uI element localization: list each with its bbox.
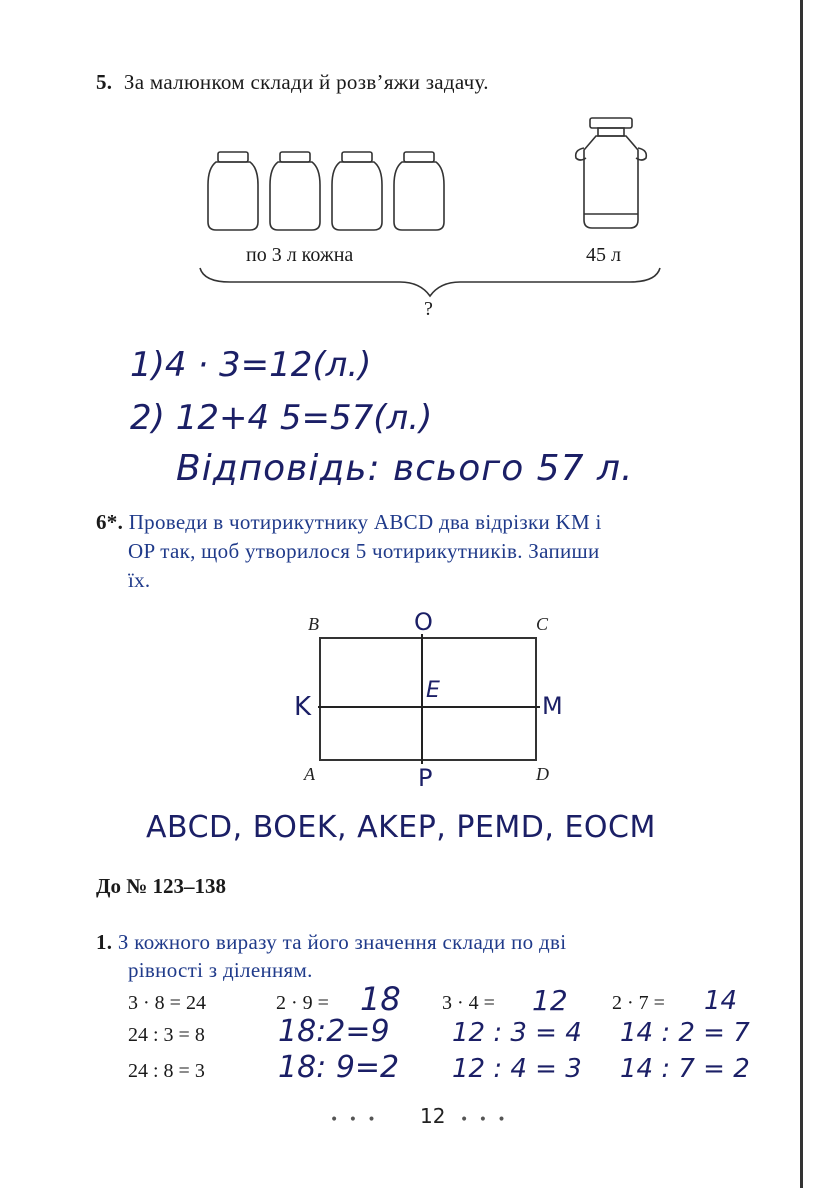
hand-r3c2: 18: 9=2 bbox=[278, 1050, 400, 1085]
vertex-d: D bbox=[536, 764, 549, 784]
task5-text: За малюнком склади й розв’яжи задачу. bbox=[123, 70, 489, 94]
point-p: P bbox=[418, 764, 433, 792]
vertex-c: C bbox=[536, 614, 549, 634]
task6-number: 6*. bbox=[96, 510, 124, 534]
point-m: M bbox=[542, 692, 563, 720]
task5-number: 5. bbox=[96, 70, 113, 94]
printed-r1c3: 3 · 4 = bbox=[442, 992, 495, 1014]
point-k: K bbox=[294, 692, 312, 722]
task6-line3: їх. bbox=[128, 568, 151, 592]
task6-line1: Проведи в чотирикутнику ABCD два відрізки KM і bbox=[128, 510, 602, 534]
printed-r1c1: 3 · 8 = 24 bbox=[128, 992, 206, 1014]
task1-line1: З кожного виразу та його значення склади по дві bbox=[117, 930, 567, 954]
printed-r1c2: 2 · 9 = bbox=[276, 992, 329, 1014]
task6-line2: OP так, щоб утворилося 5 чотирикутників. Запиши bbox=[128, 539, 600, 563]
printed-r2c1: 24 : 3 = 8 bbox=[128, 1024, 205, 1046]
vertex-a: A bbox=[304, 764, 315, 784]
hand-r1c3: 12 bbox=[532, 984, 568, 1017]
vertex-b: B bbox=[308, 614, 319, 634]
page-number: 12 bbox=[420, 1104, 446, 1128]
footer-ornament-right: • • • bbox=[460, 1112, 509, 1128]
point-e: E bbox=[426, 678, 440, 703]
hand-r2c4: 14 : 2 = 7 bbox=[620, 1018, 750, 1048]
can-label: 45 л bbox=[586, 244, 621, 266]
hand-r2c3: 12 : 3 = 4 bbox=[452, 1018, 582, 1048]
section-title: До № 123–138 bbox=[96, 874, 227, 898]
solution-answer: Відповідь: всього 57 л. bbox=[176, 448, 634, 489]
solution-step2: 2) 12+4 5=57(л.) bbox=[130, 398, 433, 438]
solution-step1: 1)4 · 3=12(л.) bbox=[130, 345, 372, 385]
jars-label: по 3 л кожна bbox=[246, 244, 354, 266]
hand-r2c2: 18:2=9 bbox=[278, 1014, 390, 1049]
question-mark: ? bbox=[424, 298, 433, 320]
task6-answer: ABCD, BOEK, AKEP, PEMD, EOCM bbox=[146, 810, 656, 845]
hand-r3c3: 12 : 4 = 3 bbox=[452, 1054, 582, 1084]
hand-r3c4: 14 : 7 = 2 bbox=[620, 1054, 750, 1084]
printed-r3c1: 24 : 8 = 3 bbox=[128, 1060, 205, 1082]
hand-r1c2: 18 bbox=[360, 980, 401, 1018]
printed-r1c4: 2 · 7 = bbox=[612, 992, 665, 1014]
hand-r1c4: 14 bbox=[704, 986, 738, 1016]
footer-ornament-left: • • • bbox=[330, 1112, 379, 1128]
point-o: O bbox=[414, 608, 433, 636]
task1-number: 1. bbox=[96, 930, 113, 954]
task1-line2: рівності з діленням. bbox=[128, 958, 313, 982]
task1-text bbox=[96, 928, 776, 984]
